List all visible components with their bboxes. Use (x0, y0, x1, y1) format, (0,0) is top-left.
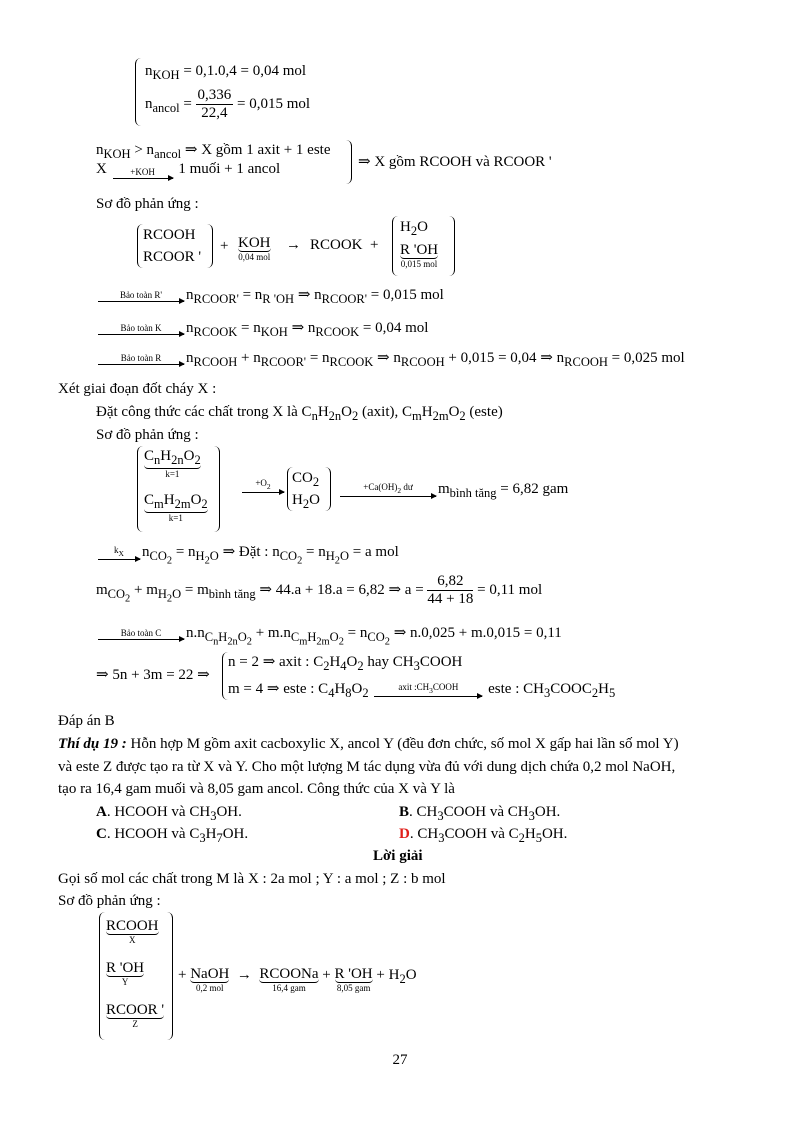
eq-nkoh: $n_{KOH} = 0,1.0,4 = 0,04$ mol (145, 63, 307, 82)
r1-rcook-label: RCOOK (310, 237, 363, 253)
r1-koh-group (238, 235, 271, 263)
r3-rcooh-label: RCOOH (106, 918, 159, 934)
so-do-1: Sơ đồ phản ứng : (96, 196, 199, 212)
r3-arrow: → (233, 967, 256, 983)
r2-acid-group (144, 448, 201, 480)
r2-mass: $m_{bình tăng} = 6,82$ gam (438, 481, 569, 500)
arrow-shaft (113, 178, 173, 179)
r3-rcoona-sub: 16,4 gam (272, 983, 306, 993)
eq-nancol-frac (196, 87, 234, 122)
option-d-text: . $CH_3COOH$ và $C_2H_5OH$. (409, 826, 568, 845)
arrow-kx-label: $k_X$ (114, 544, 124, 558)
option-d-letter: D (399, 826, 410, 842)
r3-roh2-sub: 8,05 gam (336, 983, 371, 993)
r1-h2o: $H_2O$ (400, 219, 428, 238)
r1-rcook: RCOOK + (310, 237, 379, 253)
r3-roh-label: R 'OH (106, 960, 145, 976)
r3-rcoor (106, 1002, 164, 1030)
r1-roh-group (400, 242, 438, 270)
arrow-bt3-shaft (98, 364, 184, 365)
r1-koh-label: KOH (238, 235, 271, 251)
mass-frac-num: 6,82 (427, 573, 473, 591)
option-c-letter: C (96, 826, 107, 842)
bt2-text: $n_{RCOOK} = n_{KOH}$ ⇒ $n_{RCOOK} = 0,04$ mol (186, 320, 429, 339)
brace-r1-right (206, 224, 213, 268)
arrow-sol2-shaft (374, 696, 482, 697)
arrow-ca-label: $+Ca(OH)_2$ dư (363, 481, 413, 495)
arrow-bt2 (96, 323, 186, 335)
line-x2-b: 1 muối + 1 ancol (178, 161, 281, 177)
option-b (399, 803, 560, 825)
r3-rcoor-label: RCOOR ' (106, 1002, 165, 1018)
arrow-btc-shaft (98, 639, 184, 640)
r3-roh-group (106, 960, 144, 988)
r3-rcoona-label: RCOONa (259, 966, 319, 982)
r3-rcooh-group (106, 918, 159, 946)
arrow-kx-shaft (98, 559, 140, 560)
dat-cong-thuc: Đặt công thức các chất trong X là $C_nH_{2n}O_2$ (axit), $C_mH_{2m}O_2$ (este) (96, 404, 503, 423)
arrow-o2-label: $+O_2$ (255, 477, 271, 491)
frac-num: 0,336 (197, 87, 232, 104)
eq-nancol-right: = 0,015 mol (237, 96, 311, 112)
line-x2 (96, 160, 280, 179)
mass-left: $m_{CO_2} + m_{H_2O} = m_{bình tăng}$ ⇒ 44.a + 18.a = 6,82 ⇒ a = (96, 582, 424, 605)
brace-r2-left (137, 446, 144, 532)
sol-2-a: m = 4 ⇒ este : $C_4H_8O_2$ (228, 681, 369, 700)
option-b-text: . $CH_3COOH$ và $CH_3OH$. (409, 804, 561, 823)
r3-rcooh (106, 918, 159, 946)
r1-rcoor: RCOOR ' (143, 249, 202, 265)
loi-giai-heading: Lời giải (373, 848, 423, 864)
r1-arrow: → (286, 237, 301, 253)
r3-naoh-group (190, 966, 229, 994)
r2-acid-label: $C_nH_{2n}O_2$ (144, 448, 201, 467)
sol-2-b: este : $CH_3COOC_2H_5$ (488, 681, 616, 700)
btc-line (96, 624, 562, 652)
r2-arrow-ca (338, 480, 568, 502)
kx-text: $n_{CO_2} = n_{H_2O}$ ⇒ Đặt : $n_{CO_2} = n_{H_2O} = a$ mol (142, 544, 399, 567)
arrow-btc-label: Bảo toàn C (120, 627, 162, 638)
bt-r-prime (96, 286, 444, 308)
r3-plus2: + (322, 967, 335, 983)
r1-koh-sub: 0,04 mol (238, 252, 271, 262)
brace-r2-right (213, 446, 220, 532)
r2-co2: $CO_2$ (292, 470, 320, 489)
r3-rcoor-group (106, 1002, 164, 1030)
r3-equation (178, 966, 417, 994)
thi-du-line2: và este Z được tạo ra từ X và Y. Cho một lượng M tác dụng vừa đủ với dung dịch chứa 0,2 mol NaOH, (58, 759, 676, 775)
r2-ester-group (144, 492, 208, 524)
r3-plus1: + (178, 967, 191, 983)
arrow-bt2-label: Bảo toàn K (120, 322, 162, 333)
r1-roh-label: R 'OH (400, 242, 439, 258)
r2-ester-label: $C_mH_{2m}O_2$ (144, 492, 208, 511)
r1-koh (238, 235, 271, 263)
so-do-3: Sơ đồ phản ứng : (58, 893, 161, 909)
arrow-bt1-shaft (98, 301, 184, 302)
option-a (96, 803, 242, 825)
option-c (96, 825, 248, 847)
arrow-bt2-shaft (98, 334, 184, 335)
line-x2-a: X (96, 161, 107, 177)
r2-arrow-o2 (240, 476, 286, 494)
bt1-text: $n_{RCOOR'} = n_{R 'OH}$ ⇒ $n_{RCOOR'} = 0,015$ mol (186, 287, 444, 306)
r3-roh-sub: Y (121, 977, 129, 987)
option-a-letter: A (96, 804, 107, 820)
arrow-koh (111, 167, 175, 179)
eq-nancol (145, 86, 310, 126)
r2-ester (144, 492, 208, 524)
arrow-sol2-label: axit $:CH_3COOH$ (398, 681, 459, 695)
mass-line (96, 570, 542, 620)
r2-acid-sub: k=1 (165, 469, 180, 479)
goi-so-mol: Gọi số mol các chất trong M là X : 2a mol ; Y : a mol ; Z : b mol (58, 871, 446, 887)
r1-roh (400, 242, 438, 270)
r3-roh2-group (335, 966, 373, 994)
r1-roh-sub: 0,015 mol (400, 259, 438, 269)
r3-rcoor-sub: Z (132, 1019, 138, 1029)
r3-naoh-sub: 0,2 mol (196, 983, 224, 993)
brace-r3-left (99, 912, 106, 1040)
r3-naoh-label: NaOH (190, 966, 230, 982)
thi-du-line1 (58, 735, 679, 753)
thi-du-label: Thí dụ 19 : (58, 736, 127, 752)
r1-rcooh: RCOOH (143, 227, 196, 243)
r3-rcooh-sub: X (129, 935, 136, 945)
option-b-letter: B (399, 804, 410, 820)
mass-right: = 0,11 mol (477, 582, 543, 598)
brace-left-1 (135, 58, 142, 126)
sol-1: n = 2 ⇒ axit : $C_2H_4O_2$ hay $CH_3COOH$ (228, 654, 463, 673)
arrow-kx (96, 545, 142, 561)
arrow-label: +KOH (130, 167, 155, 177)
arrow-btc (96, 628, 186, 640)
xet-giai-doan: Xét giai đoạn đốt cháy X : (58, 381, 217, 397)
sol-left: ⇒ 5n + 3m = 22 ⇒ (96, 667, 210, 683)
r3-roh2-label: R 'OH (334, 966, 373, 982)
frac-den: 22,4 (201, 105, 228, 122)
thi-du-text1: Hỗn hợp M gồm axit cacboxylic X, ancol Y (đều đơn chức, số mol X gấp hai lần số mol Y) (126, 736, 679, 752)
bt-r (96, 349, 685, 371)
option-a-text: . HCOOH và $CH_3OH$. (106, 804, 242, 823)
option-d (399, 825, 567, 847)
mass-frac-den: 44 + 18 (427, 591, 474, 608)
kx-line (96, 543, 399, 571)
bt-k (96, 319, 428, 341)
line-x-conclusion: ⇒ X gồm RCOOH và RCOOR ' (358, 154, 552, 170)
line-x1: $n_{KOH} > n_{ancol}$ ⇒ X gồm 1 axit + 1 este (96, 142, 331, 161)
thi-du-line3: tạo ra 16,4 gam muối và 8,05 gam ancol. Công thức của X và Y là (58, 781, 455, 797)
sol-2 (228, 680, 615, 702)
arrow-bt1 (96, 290, 186, 302)
brace-r3-right (166, 912, 173, 1040)
r1-plus1: + (220, 238, 229, 254)
arrow-o2-shaft (242, 492, 284, 493)
btc-text: $n.n_{C_nH_{2n}O_2} + m.n_{C_mH_{2m}O_2} = n_{CO_2}$ ⇒ n.0,025 + m.0,015 = 0,11 (186, 625, 562, 648)
arrow-bt3-label: Bảo toàn R (120, 352, 162, 363)
brace-right-x (345, 140, 352, 184)
bt3-text: $n_{RCOOH} + n_{RCOOR'} = n_{RCOOK}$ ⇒ $n_{RCOOH} + 0,015 = 0,04$ ⇒ $n_{RCOOH} = 0,025$ mol (186, 350, 685, 369)
r3-roh (106, 960, 144, 988)
brace-r1b-right (448, 216, 455, 276)
option-c-text: . HCOOH và $C_3H_7OH$. (106, 826, 249, 845)
r2-acid (144, 448, 201, 480)
r2-h2o: $H_2O$ (292, 492, 320, 511)
dap-an: Đáp án B (58, 713, 115, 729)
arrow-sol2 (372, 682, 484, 698)
so-do-2: Sơ đồ phản ứng : (96, 427, 199, 443)
arrow-bt1-label: Bảo toàn R' (119, 289, 163, 300)
mass-frac (427, 573, 473, 608)
brace-r2b-right (324, 467, 331, 511)
r3-rcoona-group (259, 966, 318, 994)
arrow-ca (338, 482, 438, 498)
arrow-ca-shaft (340, 496, 436, 497)
arrow-o2 (240, 478, 286, 494)
page-number: 27 (392, 1052, 408, 1068)
r3-h2o: + $H_2O$ (376, 967, 417, 986)
brace-r1b-left (392, 216, 399, 276)
eq-nancol-left: $n_{ancol}$ = (145, 96, 192, 115)
arrow-bt3 (96, 353, 186, 365)
r2-ester-sub: k=1 (168, 513, 183, 523)
